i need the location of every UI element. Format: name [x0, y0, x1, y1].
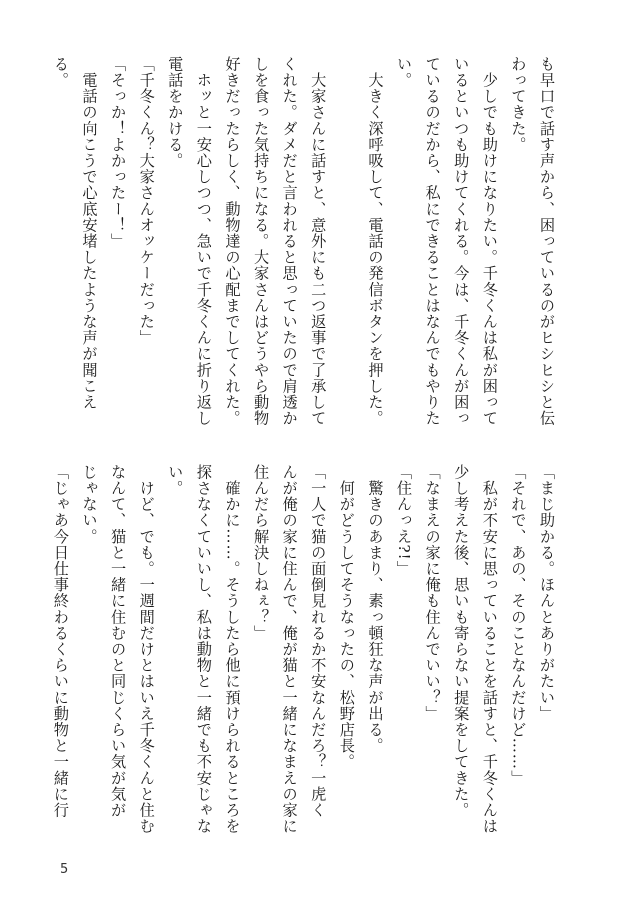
text-line: いるといつも助けてくれる。今は、千冬くんが困っ: [452, 56, 471, 427]
text-line: 「まじ助かる。ほんとありがたい」: [538, 464, 556, 722]
text-line: [332, 56, 361, 436]
text-line: 好きだったらしく、動物達の心配までしてくれた。: [223, 56, 242, 427]
text-line: なんて、猫と一緒に住むのと同じくらい気が気が: [109, 464, 128, 819]
text-line: 「そっか！よかったー！」: [109, 56, 128, 250]
text-line: 「じゃあ今日仕事終わるくらいに動物と一緒に行: [51, 464, 70, 819]
text-block-top: [51, 56, 561, 436]
text-line: 少しでも助けになりたい。千冬くんは私が困って: [480, 56, 499, 427]
text-line: い。: [166, 464, 185, 497]
text-line: 電話の向こうで心底安堵したような声が聞こえ: [80, 56, 99, 411]
text-line: んが俺の家に住んで、俺が猫と一緒になまえの家に: [280, 464, 299, 835]
text-line: くれた。ダメだと言われると思っていたので肩透か: [280, 56, 299, 427]
text-line: じゃない。: [80, 464, 99, 545]
text-line: 私が不安に思っていることを話すと、千冬くんは: [480, 464, 499, 835]
text-line: も早口で話す声から、困っているのがヒシヒシと伝: [538, 56, 556, 427]
text-line: けど、でも。一週間だけとはいえ千冬くんと住む: [137, 464, 156, 835]
text-line: 大家さんに話すと、意外にも二つ返事で了承して: [309, 56, 328, 427]
text-line: ているのだから、私にできることはなんでもやりた: [423, 56, 442, 427]
text-line: 「住んっえ?!」: [395, 464, 414, 577]
text-line: 「それで、あの、そのことなんだけど……」: [509, 464, 528, 786]
text-line: い。: [395, 56, 414, 89]
text-line: 電話をかける。: [166, 56, 185, 169]
text-block-bottom: [51, 464, 561, 844]
text-line: 「一人で猫の面倒見れるか不安なんだろ？一虎く: [309, 464, 328, 819]
text-line: 「千冬くん？大家さんオッケーだった」: [137, 56, 156, 346]
text-line: 何がどうしてそうなったの、松野店長。: [337, 464, 356, 770]
text-line: しを食った気持ちになる。大家さんはどうやら動物: [252, 56, 271, 427]
text-line: る。: [51, 56, 70, 89]
text-line: 探さなくていいし、私は動物と一緒でも不安じゃな: [194, 464, 213, 835]
text-line: 「なまえの家に俺も住んでいい？」: [423, 464, 442, 722]
page-number: 5: [60, 862, 69, 877]
text-line: 確かに……。そうしたら他に預けられるところを: [223, 464, 242, 835]
text-line: 驚きのあまり、素っ頓狂な声が出る。: [366, 464, 385, 754]
text-line: 住んだら解決しねぇ？」: [252, 464, 271, 642]
text-line: ホッと一安心しつつ、急いで千冬くんに折り返し: [194, 56, 213, 427]
text-line: 少し考えた後、思いも寄らない提案をしてきた。: [452, 464, 471, 819]
text-line: 大きく深呼吸して、電話の発信ボタンを押した。: [366, 56, 385, 427]
text-line: わってきた。: [509, 56, 528, 153]
